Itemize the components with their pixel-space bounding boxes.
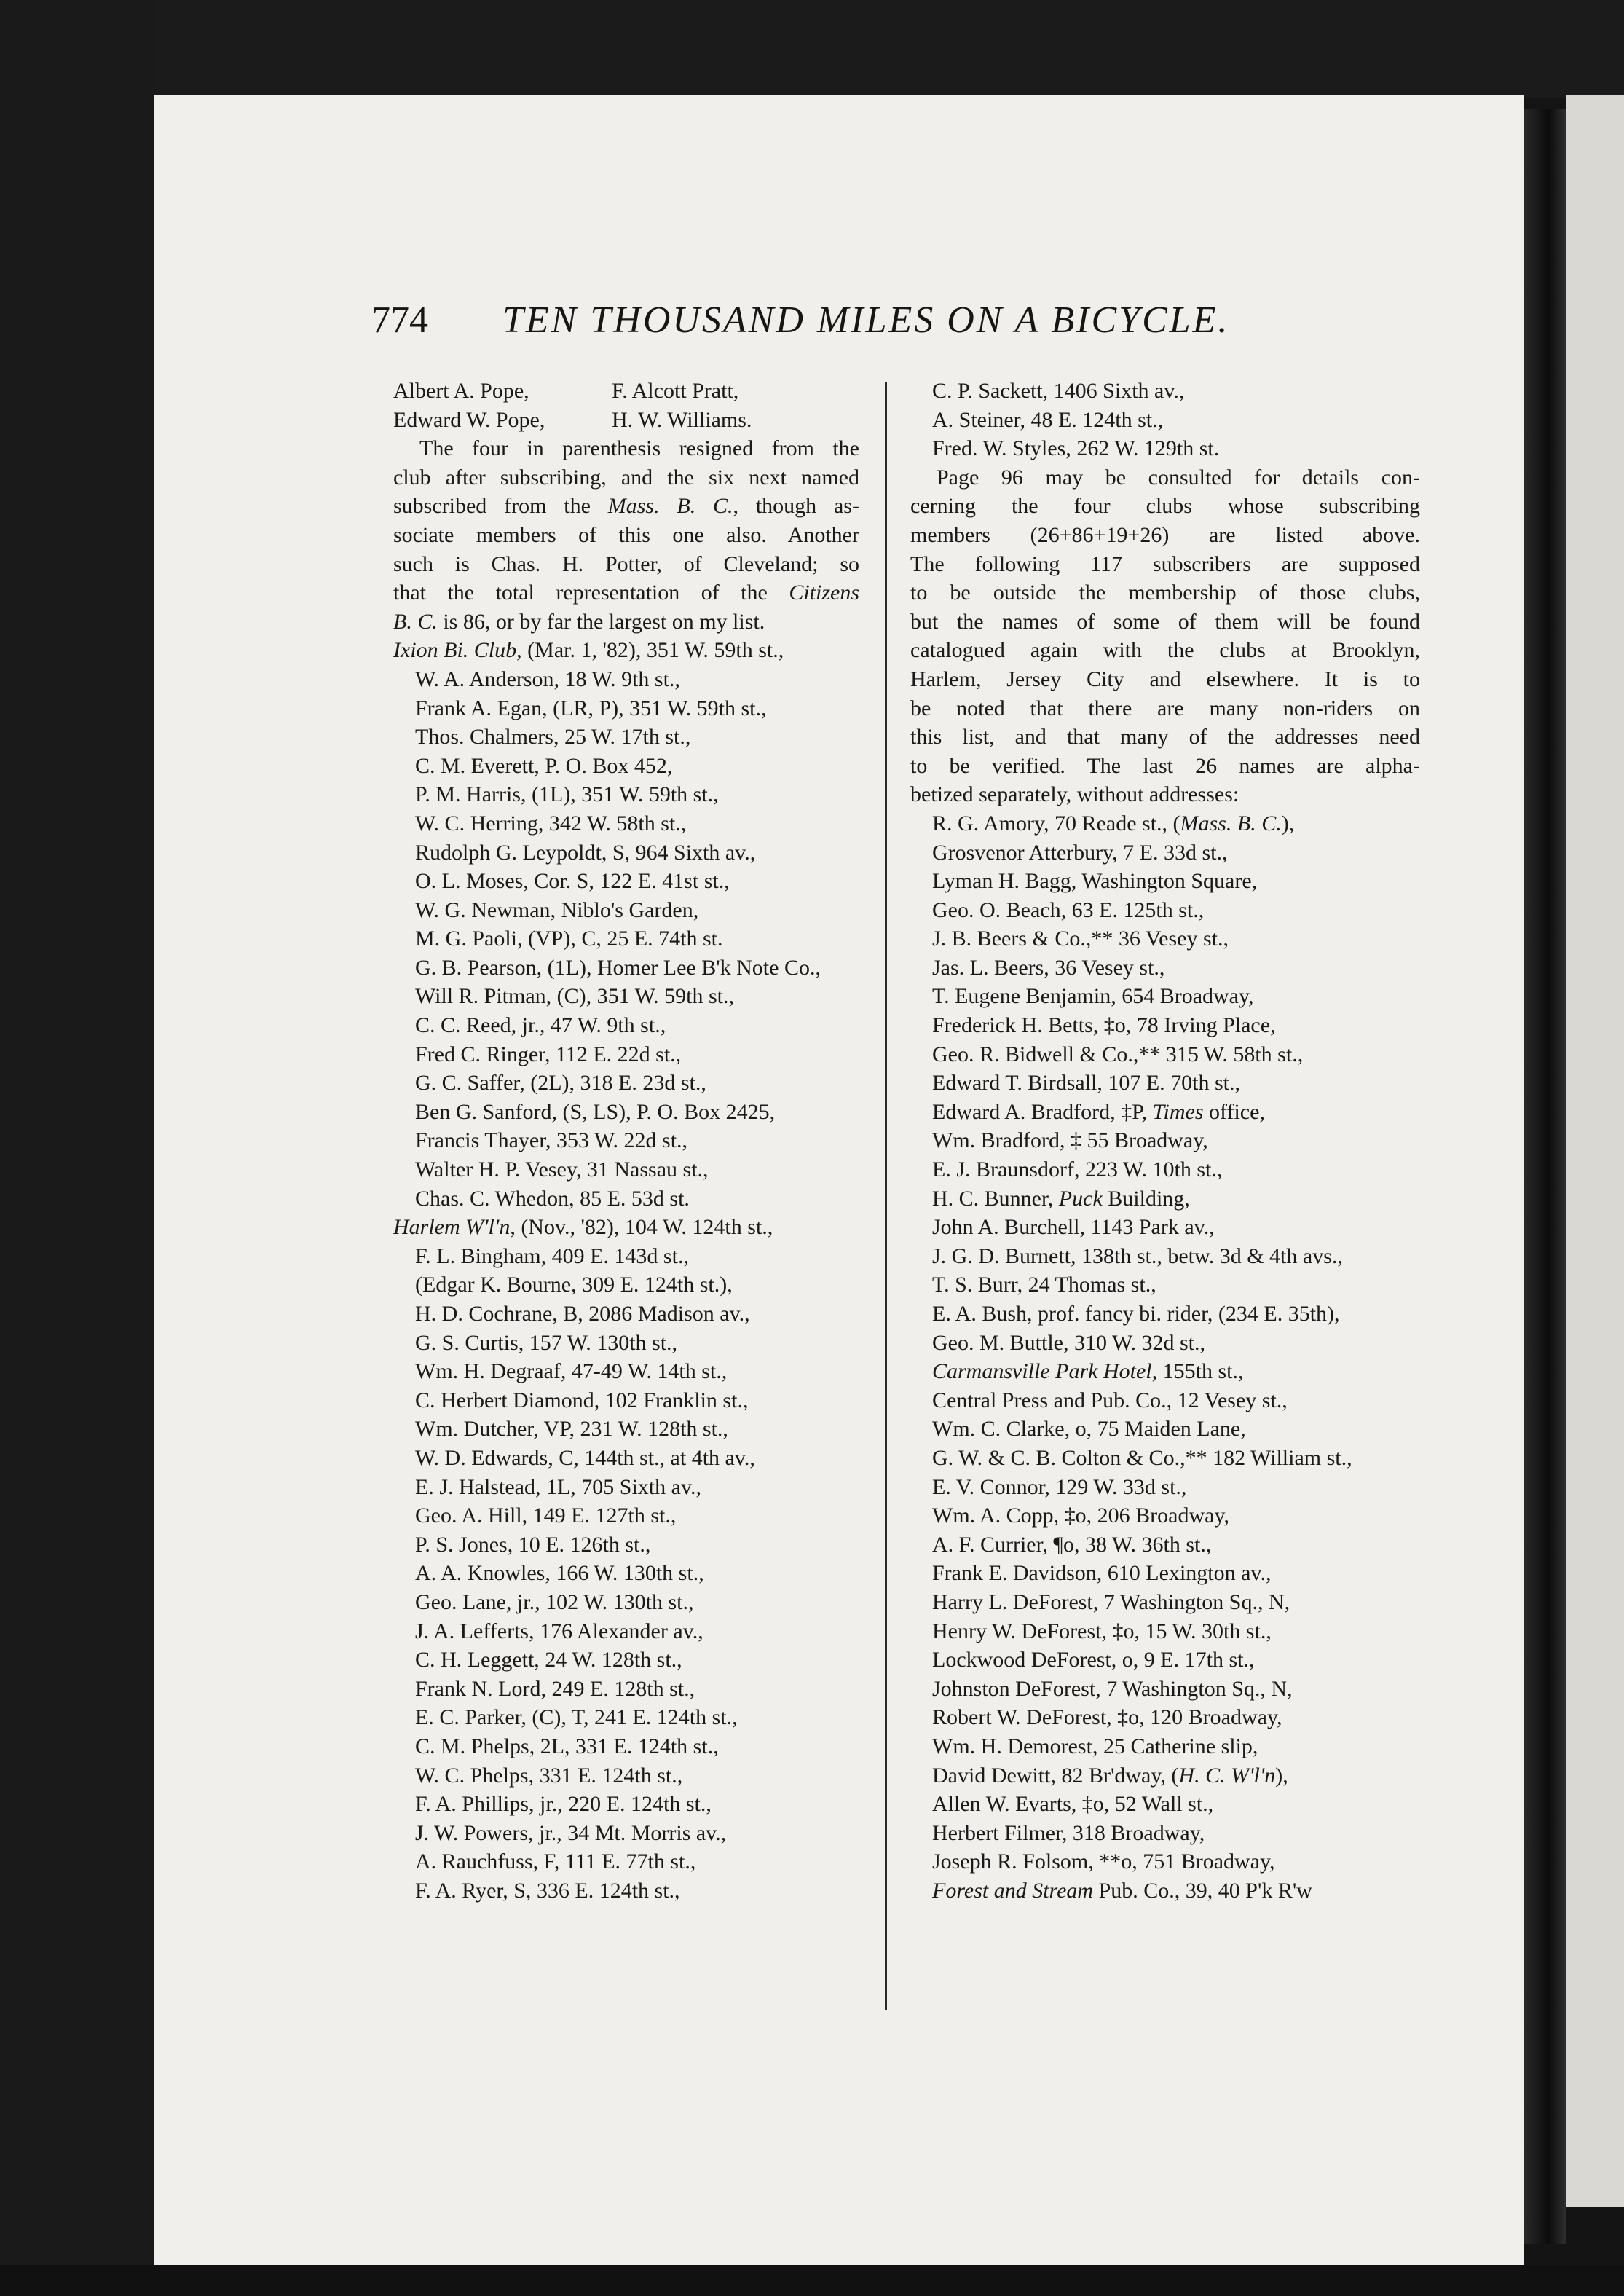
subscriber-entry: Henry W. DeForest, ‡o, 15 W. 30th st., — [932, 1619, 1272, 1643]
member-entry: O. L. Moses, Cor. S, 122 E. 41st st., — [415, 869, 730, 894]
member-entry: Ben G. Sanford, (S, LS), P. O. Box 2425, — [415, 1099, 776, 1124]
subscriber-entry: Herbert Filmer, 318 Broadway, — [932, 1820, 1205, 1845]
member-entry: P. S. Jones, 10 E. 126th st., — [415, 1532, 651, 1557]
subscriber-entry: Lyman H. Bagg, Washington Square, — [932, 869, 1258, 894]
subscriber-pair-line — [393, 377, 859, 406]
paragraph-line: catalogued again with the clubs at Brooklyn, — [910, 638, 1420, 663]
paragraph-line: members (26+86+19+26) are listed above. — [910, 522, 1420, 547]
paragraph-line: Page 96 may be consulted for details con- — [937, 465, 1420, 490]
member-entry: Rudolph G. Leypoldt, S, 964 Sixth av., — [415, 840, 756, 865]
paragraph-line: club after subscribing, and the six next named — [393, 465, 859, 490]
member-entry: E. J. Halstead, 1L, 705 Sixth av., — [415, 1474, 702, 1499]
subscriber-pair-line — [393, 406, 859, 435]
page-number: 774 — [371, 299, 428, 341]
subscriber-entry: Grosvenor Atterbury, 7 E. 33d st., — [932, 840, 1228, 865]
subscriber-entry: Frederick H. Betts, ‡o, 78 Irving Place, — [932, 1013, 1276, 1038]
member-entry: F. L. Bingham, 409 E. 143d st., — [415, 1243, 689, 1268]
club-heading-details: , (Mar. 1, '82), 351 W. 59th st., — [516, 638, 784, 663]
subscriber-entry: Edward T. Birdsall, 107 E. 70th st., — [932, 1071, 1241, 1096]
member-entry: Wm. Dutcher, VP, 231 W. 128th st., — [415, 1417, 728, 1442]
running-head: TEN THOUSAND MILES ON A BICYCLE. — [502, 299, 1230, 341]
scan-left-border — [0, 0, 154, 2296]
subscriber-entry: Allen W. Evarts, ‡o, 52 Wall st., — [932, 1792, 1214, 1817]
paragraph-line: sociate members of this one also. Another — [393, 522, 859, 547]
member-entry: Wm. H. Degraaf, 47-49 W. 14th st., — [415, 1359, 728, 1384]
subscriber-entry: Robert W. DeForest, ‡o, 120 Broadway, — [932, 1705, 1282, 1730]
subscriber-entry: Wm. H. Demorest, 25 Catherine slip, — [932, 1734, 1258, 1758]
paragraph-line: The following 117 subscribers are supposed — [910, 551, 1420, 576]
paragraph-line: but the names of some of them will be found — [910, 609, 1420, 634]
page-gutter-shadow — [1524, 109, 1566, 2244]
paragraph-line: cerning the four clubs whose subscribing — [910, 494, 1420, 519]
right-column — [910, 377, 1420, 1905]
left-paragraph — [393, 434, 859, 636]
subscriber-entry: Frank E. Davidson, 610 Lexington av., — [932, 1561, 1272, 1586]
paragraph-line: betized separately, without addresses: — [910, 782, 1239, 807]
member-entry: C. C. Reed, jr., 47 W. 9th st., — [415, 1013, 666, 1038]
member-entry: P. M. Harris, (1L), 351 W. 59th st., — [415, 782, 719, 807]
member-entry: W. C. Herring, 342 W. 58th st., — [415, 811, 687, 836]
ixion-member-list — [393, 665, 859, 1213]
subscriber-entry: H. C. Bunner, Puck Building, — [932, 1186, 1190, 1211]
subscriber-entry: G. W. & C. B. Colton & Co.,** 182 William st., — [932, 1445, 1352, 1470]
subscriber-entry: Harry L. DeForest, 7 Washington Sq., N, — [932, 1589, 1290, 1614]
paragraph-line: be noted that there are many non-riders on — [910, 696, 1420, 720]
subscriber-entry: Central Press and Pub. Co., 12 Vesey st., — [932, 1388, 1288, 1412]
subscriber-entry: E. V. Connor, 129 W. 33d st., — [932, 1474, 1187, 1499]
member-entry: G. B. Pearson, (1L), Homer Lee B'k Note Co., — [415, 955, 821, 980]
right-top-entries — [910, 377, 1420, 463]
subscriber-entry: Jas. L. Beers, 36 Vesey st., — [932, 955, 1165, 980]
adjacent-page-edge — [1566, 95, 1624, 2207]
left-column — [393, 377, 859, 1905]
subscriber-entry: T. S. Burr, 24 Thomas st., — [932, 1273, 1156, 1297]
member-entry: H. D. Cochrane, B, 2086 Madison av., — [415, 1302, 750, 1326]
paragraph-line: to be verified. The last 26 names are alpha- — [910, 753, 1420, 778]
subscriber-name: H. W. Williams. — [612, 407, 752, 432]
member-entry: Fred C. Ringer, 112 E. 22d st., — [415, 1042, 682, 1066]
member-entry: A. A. Knowles, 166 W. 130th st., — [415, 1561, 704, 1586]
member-entry: W. D. Edwards, C, 144th st., at 4th av., — [415, 1445, 755, 1470]
harlem-member-list — [393, 1242, 859, 1906]
column-divider — [885, 382, 887, 2010]
subscriber-entry: T. Eugene Benjamin, 654 Broadway, — [932, 984, 1254, 1009]
member-entry: Francis Thayer, 353 W. 22d st., — [415, 1128, 688, 1153]
subscriber-entry: A. F. Currier, ¶o, 38 W. 36th st., — [932, 1532, 1212, 1557]
member-entry: G. C. Saffer, (2L), 318 E. 23d st., — [415, 1071, 706, 1096]
member-entry: Fred. W. Styles, 262 W. 129th st. — [932, 436, 1220, 461]
member-entry: C. M. Everett, P. O. Box 452, — [415, 753, 673, 778]
member-entry: C. M. Phelps, 2L, 331 E. 124th st., — [415, 1734, 719, 1758]
member-entry: G. S. Curtis, 157 W. 130th st., — [415, 1330, 678, 1355]
club-heading-details: , (Nov., '82), 104 W. 124th st., — [510, 1215, 773, 1240]
subscriber-entry: Geo. O. Beach, 63 E. 125th st., — [932, 897, 1205, 922]
subscriber-entry: Johnston DeForest, 7 Washington Sq., N, — [932, 1676, 1293, 1701]
page-header — [371, 299, 1500, 357]
subscriber-entry: E. A. Bush, prof. fancy bi. rider, (234 E. 35th), — [932, 1302, 1340, 1326]
club-name: Harlem W'l'n — [393, 1215, 511, 1240]
subscriber-entry: Edward A. Bradford, ‡P, Times office, — [932, 1099, 1265, 1124]
subscriber-entry: John A. Burchell, 1143 Park av., — [932, 1215, 1215, 1240]
subscriber-name: Albert A. Pope, — [393, 379, 529, 403]
subscriber-entry: R. G. Amory, 70 Reade st., (Mass. B. C.), — [932, 811, 1295, 836]
subscriber-entry: Geo. M. Buttle, 310 W. 32d st., — [932, 1330, 1206, 1355]
member-entry: J. A. Lefferts, 176 Alexander av., — [415, 1619, 703, 1643]
member-entry: Will R. Pitman, (C), 351 W. 59th st., — [415, 984, 734, 1009]
member-entry: (Edgar K. Bourne, 309 E. 124th st.), — [415, 1273, 733, 1297]
paragraph-line: subscribed from the Mass. B. C., though as- — [393, 494, 859, 519]
subscriber-entry: Lockwood DeForest, o, 9 E. 17th st., — [932, 1648, 1255, 1672]
paragraph-line: that the total representation of the Citizens — [393, 581, 859, 605]
member-entry: Chas. C. Whedon, 85 E. 53d st. — [415, 1186, 690, 1211]
member-entry: W. C. Phelps, 331 E. 124th st., — [415, 1763, 683, 1788]
member-entry: Frank N. Lord, 249 E. 128th st., — [415, 1676, 695, 1701]
member-entry: Walter H. P. Vesey, 31 Nassau st., — [415, 1157, 709, 1182]
member-entry: Geo. A. Hill, 149 E. 127th st., — [415, 1503, 677, 1528]
scan-bottom-border — [0, 2265, 1624, 2296]
member-entry: A. Rauchfuss, F, 111 E. 77th st., — [415, 1849, 696, 1874]
subscriber-entry: J. B. Beers & Co.,** 36 Vesey st., — [932, 927, 1229, 951]
subscriber-entry: David Dewitt, 82 Br'dway, (H. C. W'l'n), — [932, 1763, 1288, 1788]
scan-top-border — [0, 0, 1624, 98]
subscriber-entry: Wm. A. Copp, ‡o, 206 Broadway, — [932, 1503, 1230, 1528]
member-entry: F. A. Phillips, jr., 220 E. 124th st., — [415, 1792, 712, 1817]
member-entry: C. P. Sackett, 1406 Sixth av., — [932, 379, 1185, 403]
subscriber-entry: Forest and Stream Pub. Co., 39, 40 P'k R'w — [932, 1878, 1312, 1903]
member-entry: M. G. Paoli, (VP), C, 25 E. 74th st. — [415, 927, 723, 951]
subscriber-name: Edward W. Pope, — [393, 407, 545, 432]
member-entry: Geo. Lane, jr., 102 W. 130th st., — [415, 1589, 694, 1614]
paragraph-line: Harlem, Jersey City and elsewhere. It is to — [910, 667, 1420, 691]
subscriber-name: F. Alcott Pratt, — [612, 379, 739, 403]
paragraph-line: The four in parenthesis resigned from the — [419, 436, 859, 461]
subscriber-entry: Wm. Bradford, ‡ 55 Broadway, — [932, 1128, 1208, 1153]
club-name: Ixion Bi. Club — [393, 638, 517, 663]
member-entry: E. C. Parker, (C), T, 241 E. 124th st., — [415, 1705, 738, 1730]
paragraph-line: to be outside the membership of those clubs, — [910, 581, 1420, 605]
subscriber-entry: Geo. R. Bidwell & Co.,** 315 W. 58th st., — [932, 1042, 1304, 1066]
member-entry: C. H. Leggett, 24 W. 128th st., — [415, 1648, 682, 1672]
paragraph-line: such is Chas. H. Potter, of Cleveland; so — [393, 551, 859, 576]
club-heading-harlem — [393, 1213, 859, 1242]
member-entry: J. W. Powers, jr., 34 Mt. Morris av., — [415, 1820, 727, 1845]
paragraph-line: B. C. is 86, or by far the largest on my list. — [393, 609, 765, 634]
subscriber-entry: Joseph R. Folsom, **o, 751 Broadway, — [932, 1849, 1275, 1874]
subscriber-list — [910, 809, 1420, 1906]
member-entry: W. A. Anderson, 18 W. 9th st., — [415, 667, 680, 691]
member-entry: C. Herbert Diamond, 102 Franklin st., — [415, 1388, 749, 1412]
subscriber-entry: Wm. C. Clarke, o, 75 Maiden Lane, — [932, 1417, 1246, 1442]
paragraph-line: this list, and that many of the addresses need — [910, 725, 1420, 750]
subscriber-entry: J. G. D. Burnett, 138th st., betw. 3d & 4th avs., — [932, 1243, 1343, 1268]
member-entry: Frank A. Egan, (LR, P), 351 W. 59th st., — [415, 696, 767, 720]
club-heading-ixion — [393, 636, 859, 665]
member-entry: F. A. Ryer, S, 336 E. 124th st., — [415, 1878, 680, 1903]
member-entry: Thos. Chalmers, 25 W. 17th st., — [415, 725, 691, 750]
member-entry: W. G. Newman, Niblo's Garden, — [415, 897, 699, 922]
member-entry: A. Steiner, 48 E. 124th st., — [932, 407, 1164, 432]
subscriber-entry: E. J. Braunsdorf, 223 W. 10th st., — [932, 1157, 1223, 1182]
subscriber-entry: Carmansville Park Hotel, 155th st., — [932, 1359, 1244, 1384]
right-paragraph — [910, 463, 1420, 809]
